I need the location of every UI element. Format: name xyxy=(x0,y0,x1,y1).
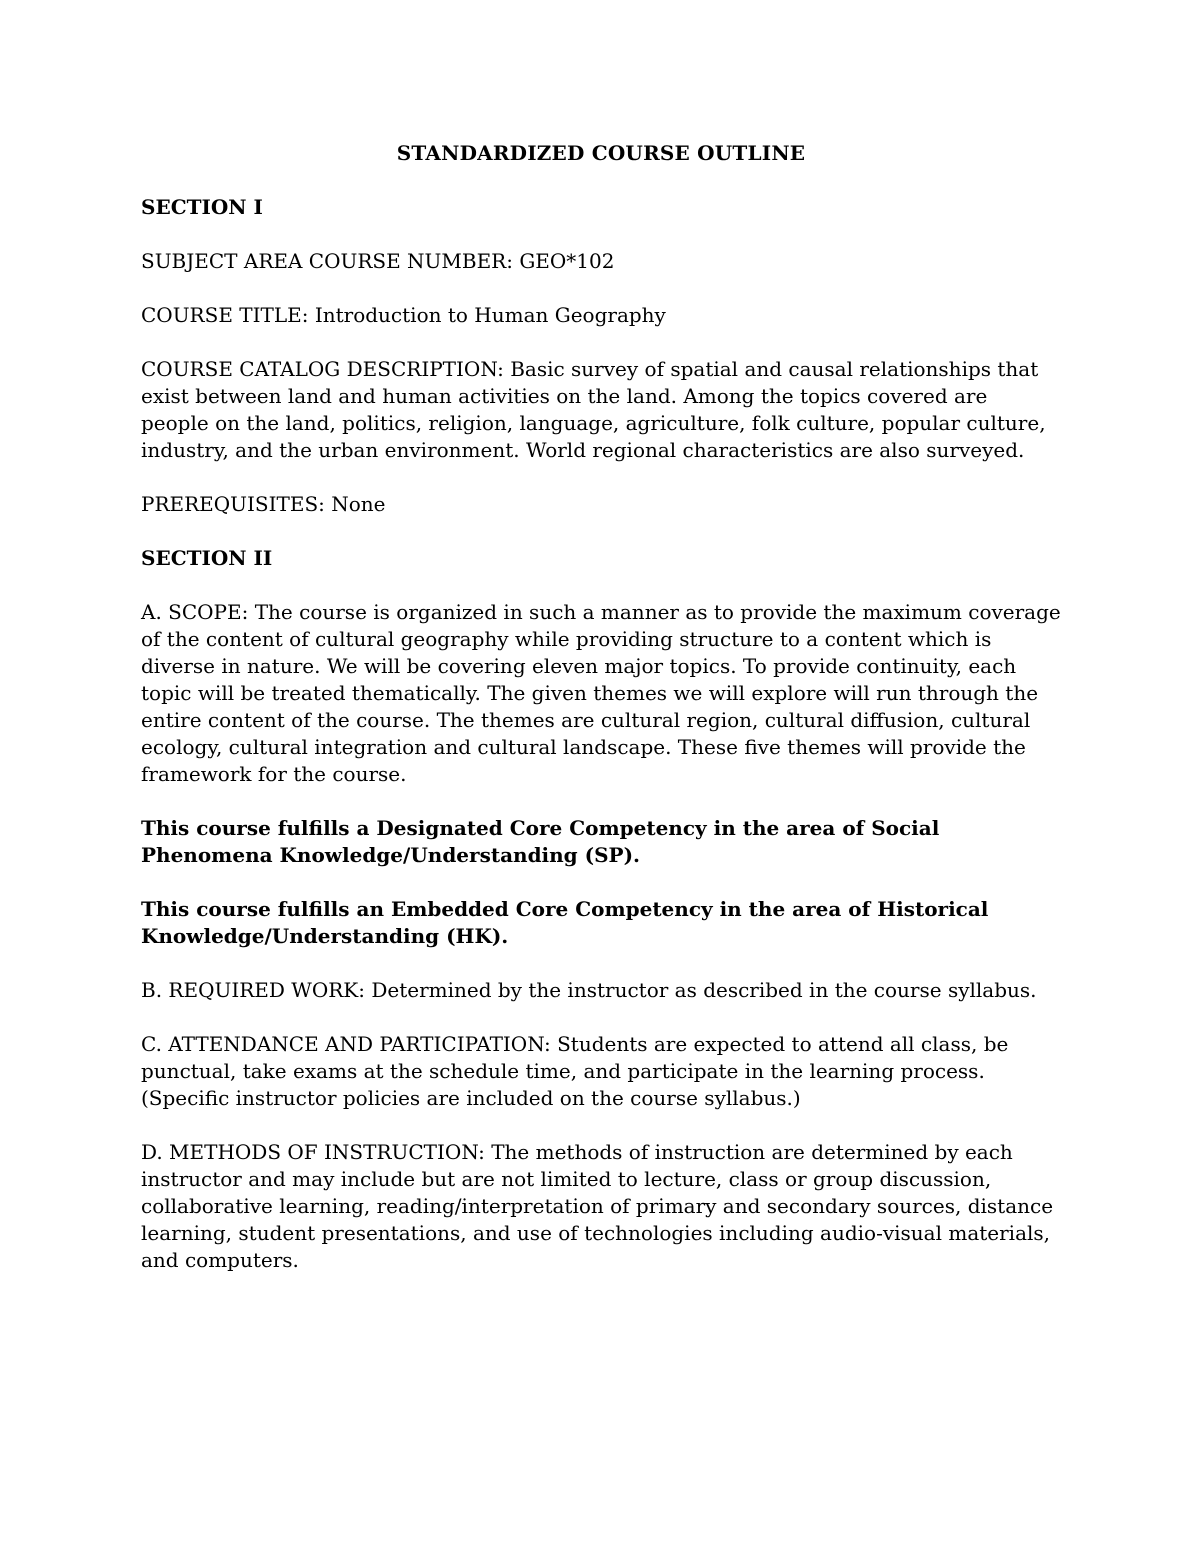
section-1-heading: SECTION I xyxy=(141,195,263,219)
methods-of-instruction: D. METHODS OF INSTRUCTION: The methods of instruction are determined by each instructor and may include but are not limited to lecture, class or group discussion, collaborative learning, reading/interpretation of primary and secondary sources, distance learning, student presentations, and use of technologies including audio-visual materials, and computers. xyxy=(141,1140,1054,1272)
section-2-heading: SECTION II xyxy=(141,546,273,570)
embedded-competency: This course fulfills an Embedded Core Competency in the area of Historical Knowledge/Understanding (HK). xyxy=(141,897,989,948)
document-title: STANDARDIZED COURSE OUTLINE xyxy=(396,141,806,165)
catalog-description: COURSE CATALOG DESCRIPTION: Basic survey of spatial and causal relationships that exist between land and human activities on the land. Among the topics covered are people on the land, politics, religion, language, agriculture, folk culture, popular culture, industry, and the urban environment. World regional characteristics are also surveyed. xyxy=(141,357,1046,462)
required-work: B. REQUIRED WORK: Determined by the instructor as described in the course syllabus. xyxy=(141,978,1037,1002)
prerequisites: PREREQUISITES: None xyxy=(141,492,386,516)
course-title: COURSE TITLE: Introduction to Human Geography xyxy=(141,303,666,327)
document-page xyxy=(141,140,1061,1301)
attendance-participation: C. ATTENDANCE AND PARTICIPATION: Students are expected to attend all class, be punctual, take exams at the schedule time, and participate in the learning process. (Specific instructor policies are included on the course syllabus.) xyxy=(141,1032,1009,1110)
scope-paragraph: A. SCOPE: The course is organized in such a manner as to provide the maximum coverage of the content of cultural geography while providing structure to a content which is diverse in nature. We will be covering eleven major topics. To provide continuity, each topic will be treated thematically. The given themes we will explore will run through the entire content of the course. The themes are cultural region, cultural diffusion, cultural ecology, cultural integration and cultural landscape. These five themes will provide the framework for the course. xyxy=(141,600,1061,786)
designated-competency: This course fulfills a Designated Core Competency in the area of Social Phenomena Knowledge/Understanding (SP). xyxy=(141,816,940,867)
course-number: SUBJECT AREA COURSE NUMBER: GEO*102 xyxy=(141,249,615,273)
